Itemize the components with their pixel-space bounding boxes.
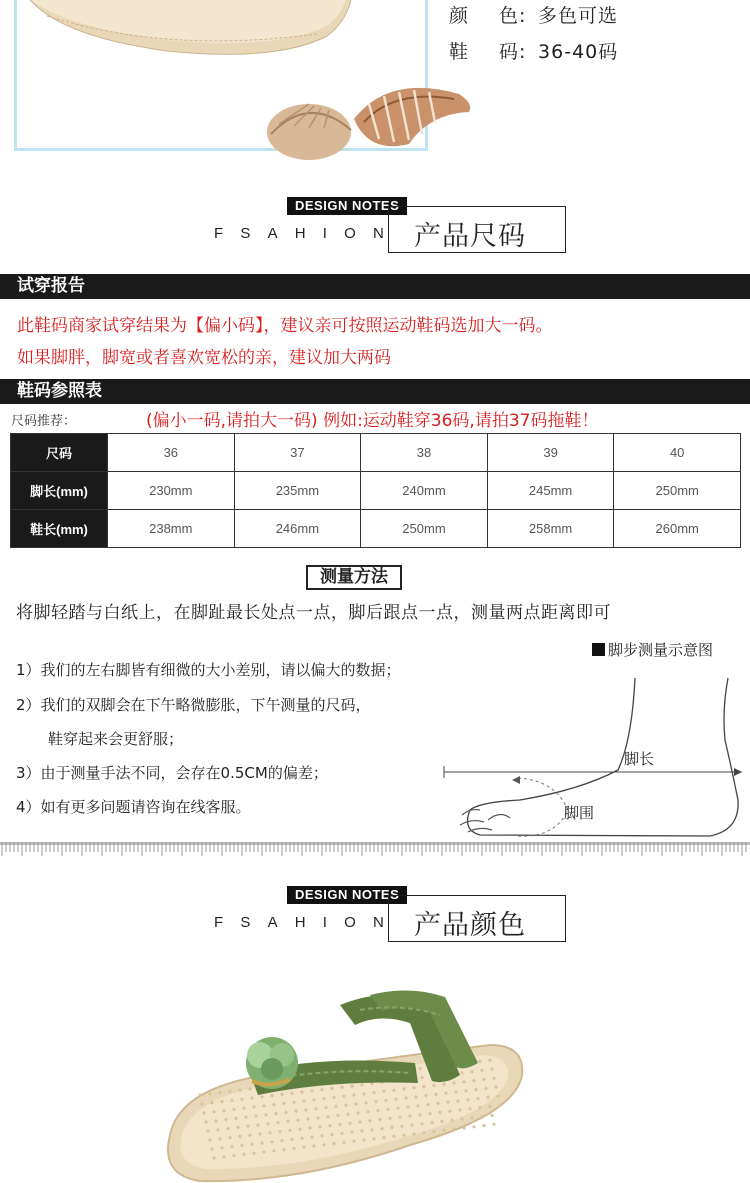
measure-tip-2: 2）我们的双脚会在下午略微膨胀，下午测量的尺码， <box>16 696 371 714</box>
table-cell: 250mm <box>361 510 488 548</box>
table-cell: 235mm <box>234 472 361 510</box>
table-cell: 246mm <box>234 510 361 548</box>
spec-color-value: 多色可选 <box>538 5 619 27</box>
design-notes-header-color <box>0 886 750 948</box>
seashells-image <box>259 64 489 164</box>
table-cell: 240mm <box>361 472 488 510</box>
table-cell: 39 <box>487 434 614 472</box>
measure-method-title: 测量方法 <box>306 565 402 590</box>
spec-size-key-a: 鞋 <box>449 41 470 63</box>
spec-color-key-b: 色 <box>499 5 520 27</box>
table-row <box>11 510 741 548</box>
foot-girth-label: 脚围 <box>564 804 595 822</box>
table-row <box>11 434 741 472</box>
table-cell: 260mm <box>614 510 741 548</box>
design-notes-header-size <box>0 197 750 259</box>
design-notes-badge: DESIGN NOTES <box>287 886 407 904</box>
green-sandal-image <box>160 985 540 1183</box>
spec-size-row <box>449 37 618 64</box>
spec-colon: : <box>519 5 527 27</box>
row-header: 尺码 <box>11 434 108 472</box>
design-notes-badge: DESIGN NOTES <box>287 197 407 215</box>
foot-measure-diagram <box>440 660 745 845</box>
measure-tip-2b: 鞋穿起来会更舒服； <box>48 730 184 748</box>
fashion-letters: FSAHION <box>214 914 402 931</box>
section-title: 产品颜色 <box>414 910 526 941</box>
section-title: 产品尺码 <box>414 221 526 252</box>
table-cell: 238mm <box>108 510 235 548</box>
diagram-legend <box>592 639 713 660</box>
trial-report-bar: 试穿报告 <box>0 274 750 299</box>
table-cell: 40 <box>614 434 741 472</box>
diagram-title: 脚步测量示意图 <box>608 641 714 659</box>
table-cell: 245mm <box>487 472 614 510</box>
spec-color-key-a: 颜 <box>449 5 470 27</box>
table-cell: 37 <box>234 434 361 472</box>
size-chart-bar: 鞋码参照表 <box>0 379 750 404</box>
spec-color-row <box>449 1 618 28</box>
trial-line-2: 如果脚胖，脚宽或者喜欢宽松的亲，建议加大两码 <box>17 348 391 368</box>
table-cell: 36 <box>108 434 235 472</box>
table-cell: 250mm <box>614 472 741 510</box>
size-recommend-note: (偏小一码,请拍大一码) 例如:运动鞋穿36码,请拍37码拖鞋！ <box>146 411 599 431</box>
size-table <box>10 433 741 548</box>
size-recommend-label: 尺码推荐： <box>11 414 77 429</box>
fashion-letters: FSAHION <box>214 225 402 242</box>
measure-tip-4: 4）如有更多问题请咨询在线客服。 <box>16 798 251 816</box>
measure-tip-1: 1）我们的左右脚皆有细微的大小差别，请以偏大的数据； <box>16 661 401 679</box>
table-cell: 38 <box>361 434 488 472</box>
spec-size-value: 36-40码 <box>538 41 619 63</box>
table-cell: 258mm <box>487 510 614 548</box>
product-image-frame <box>14 0 428 151</box>
trial-line-1: 此鞋码商家试穿结果为【偏小码】，建议亲可按照运动鞋码选加大一码。 <box>17 316 553 336</box>
spec-colon: : <box>519 41 527 63</box>
measure-tip-3: 3）由于测量手法不同，会存在0.5CM的偏差； <box>16 764 328 782</box>
foot-length-label: 脚长 <box>624 750 655 768</box>
ruler-divider <box>0 838 750 856</box>
table-row <box>11 472 741 510</box>
row-header: 鞋长(mm) <box>11 510 108 548</box>
table-cell: 230mm <box>108 472 235 510</box>
spec-size-key-b: 码 <box>499 41 520 63</box>
measure-description: 将脚轻踏与白纸上，在脚趾最长处点一点，脚后跟点一点，测量两点距离即可 <box>16 603 611 623</box>
row-header: 脚长(mm) <box>11 472 108 510</box>
legend-square-icon <box>592 643 605 656</box>
